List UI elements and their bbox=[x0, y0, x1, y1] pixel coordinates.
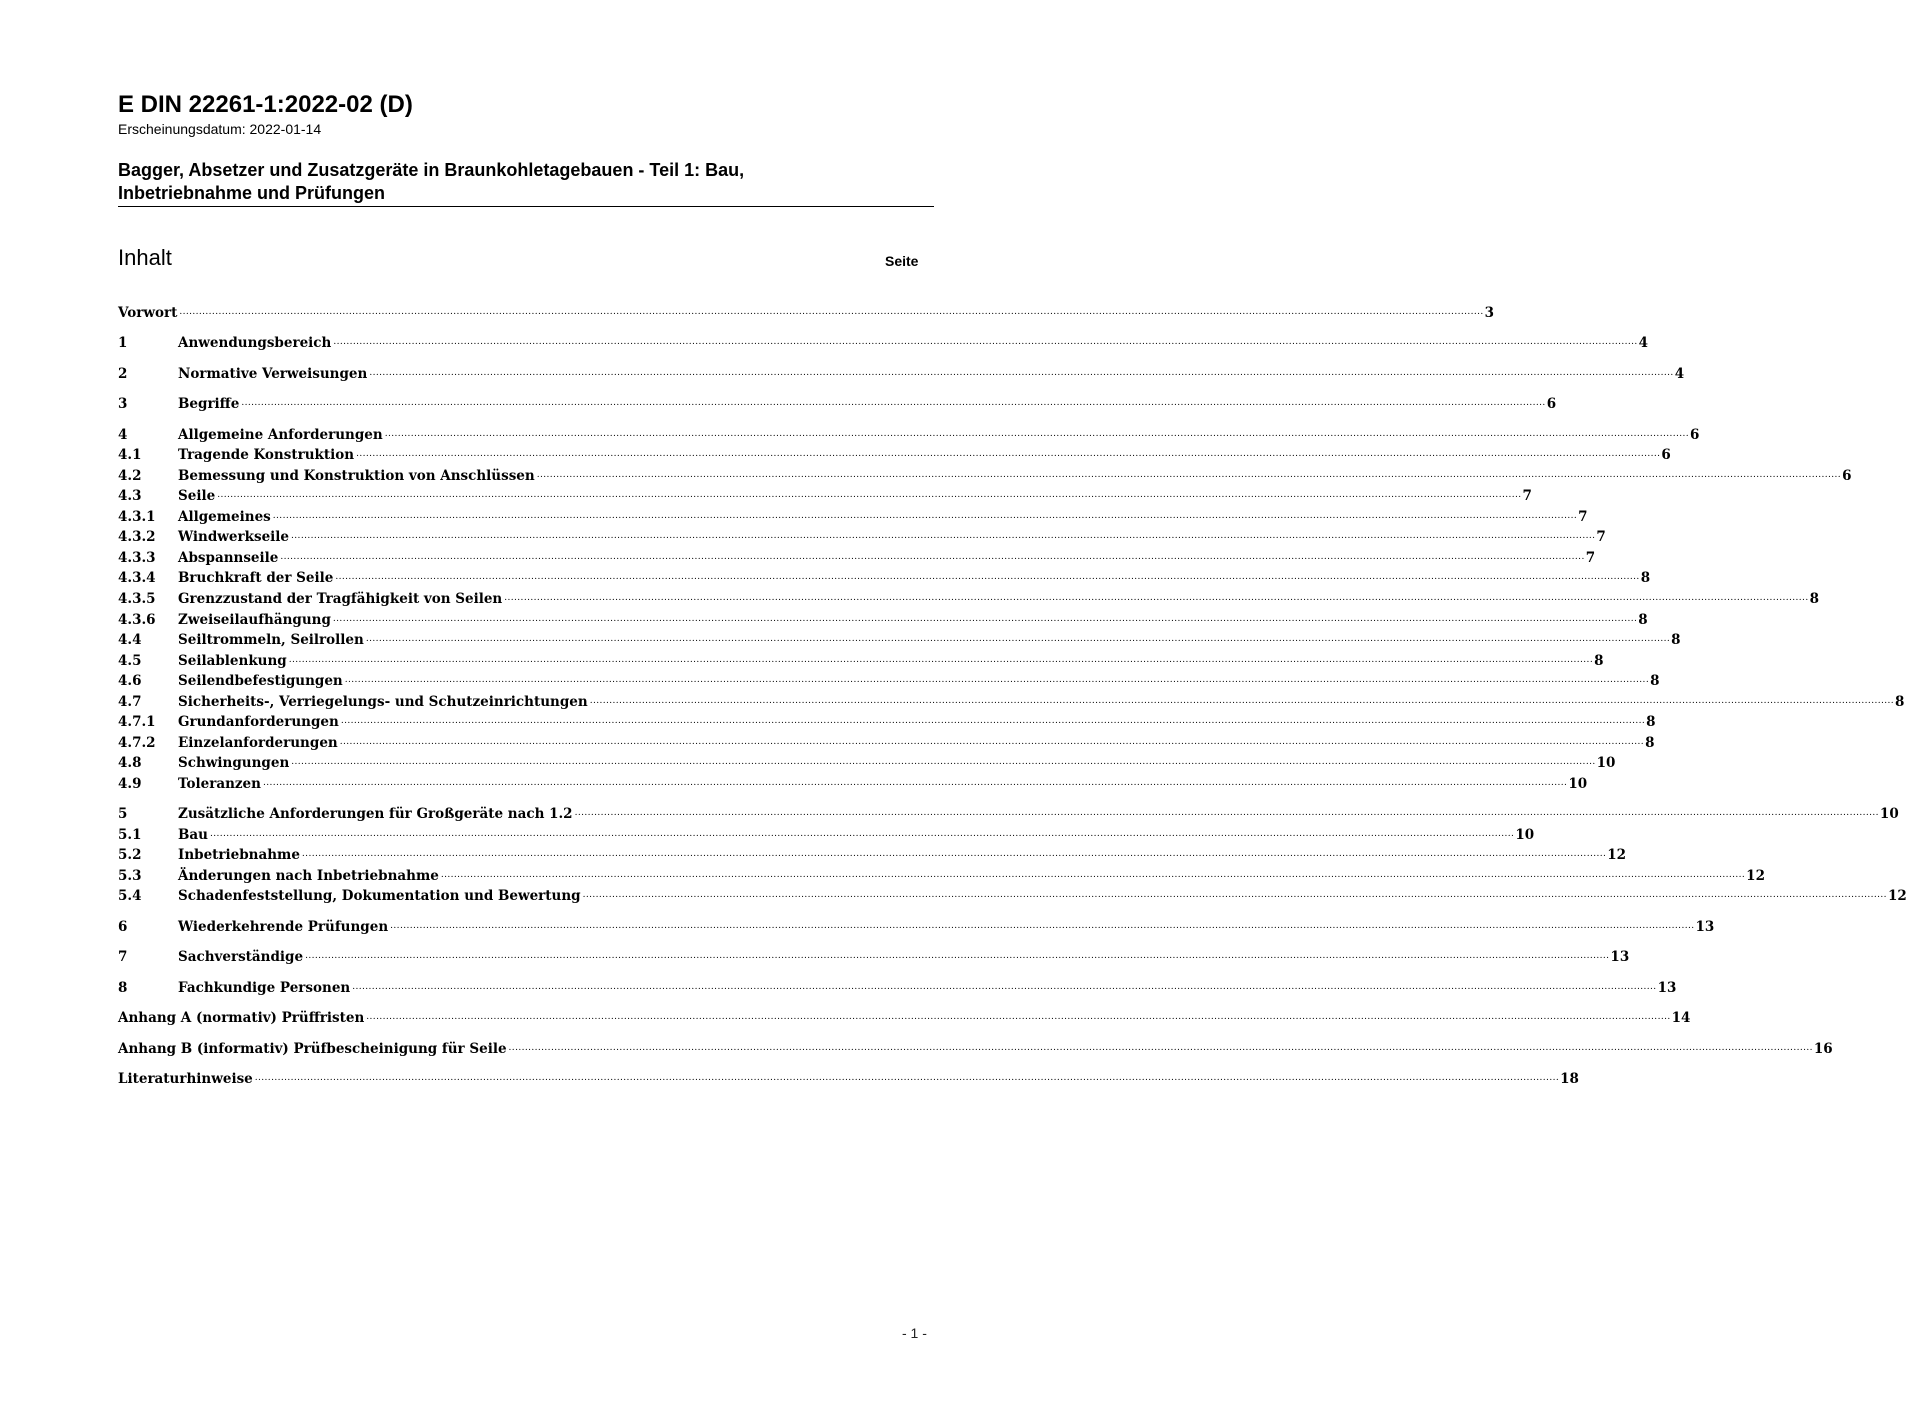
toc-entry[interactable] bbox=[118, 803, 1899, 823]
toc-entry-title: Seilendbefestigungen bbox=[178, 673, 343, 689]
toc-entry-page: 8 bbox=[1646, 714, 1656, 730]
toc-entry-title: Anwendungsbereich bbox=[178, 335, 332, 351]
toc-dot-leader: ................................................................................................................................................................................................................................................................................................................................................................................................................ bbox=[291, 531, 1596, 541]
toc-entry-number: 4.3.1 bbox=[118, 509, 156, 525]
toc-entry-title: Vorwort bbox=[118, 305, 178, 321]
toc-entry[interactable] bbox=[118, 732, 1655, 752]
toc-entry[interactable] bbox=[118, 650, 1604, 670]
toc-entry[interactable] bbox=[118, 363, 1685, 383]
toc-entry-number: 4.6 bbox=[118, 673, 142, 689]
toc-entry-page: 4 bbox=[1638, 335, 1649, 351]
toc-entry-title: Windwerkseile bbox=[178, 529, 290, 545]
toc-entry-page: 8 bbox=[1640, 570, 1651, 586]
contents-heading: Inhalt bbox=[118, 245, 172, 270]
page-number: - 1 - bbox=[902, 1325, 927, 1341]
toc-entry-page: 8 bbox=[1671, 632, 1681, 648]
toc-entry-title: Seiltrommeln, Seilrollen bbox=[178, 632, 364, 648]
toc-entry-number: 5.3 bbox=[118, 868, 142, 884]
toc-dot-leader: ................................................................................................................................................................................................................................................................................................................................................................................................................ bbox=[280, 552, 1585, 562]
toc-entry-page: 14 bbox=[1671, 1010, 1691, 1026]
toc-dot-leader: ................................................................................................................................................................................................................................................................................................................................................................................................................ bbox=[356, 449, 1661, 459]
toc-entry-title: Wiederkehrende Prüfungen bbox=[178, 919, 389, 935]
toc-entry[interactable] bbox=[118, 691, 1905, 711]
toc-entry-number: 4.3.6 bbox=[118, 612, 156, 628]
toc-entry[interactable] bbox=[118, 547, 1596, 567]
toc-dot-leader: ................................................................................................................................................................................................................................................................................................................................................................................................................ bbox=[504, 593, 1809, 603]
toc-entry-title: Toleranzen bbox=[178, 776, 261, 792]
toc-entry-page: 10 bbox=[1515, 827, 1535, 843]
toc-entry-title: Literaturhinweise bbox=[118, 1071, 253, 1087]
toc-dot-leader: ................................................................................................................................................................................................................................................................................................................................................................................................................ bbox=[332, 614, 1638, 624]
toc-entry-number: 1 bbox=[118, 335, 128, 351]
toc-entry[interactable] bbox=[118, 424, 1700, 444]
toc-entry[interactable] bbox=[118, 302, 1495, 322]
toc-entry-title: Schwingungen bbox=[178, 755, 290, 771]
toc-entry-title: Seile bbox=[178, 488, 216, 504]
toc-dot-leader: ................................................................................................................................................................................................................................................................................................................................................................................................................ bbox=[305, 951, 1610, 961]
toc-dot-leader: ................................................................................................................................................................................................................................................................................................................................................................................................................ bbox=[301, 849, 1607, 859]
toc-entry[interactable] bbox=[118, 609, 1648, 629]
toc-entry[interactable] bbox=[118, 752, 1616, 772]
toc-dot-leader: ................................................................................................................................................................................................................................................................................................................................................................................................................ bbox=[340, 716, 1646, 726]
toc-entry-title: Sachverständige bbox=[178, 949, 304, 965]
toc-entry-title: Fachkundige Personen bbox=[178, 980, 351, 996]
toc-entry-page: 7 bbox=[1578, 509, 1588, 525]
toc-entry-page: 8 bbox=[1809, 591, 1819, 607]
toc-entry-title: Abspannseile bbox=[178, 550, 279, 566]
toc-entry-page: 10 bbox=[1568, 776, 1588, 792]
toc-entry-page: 12 bbox=[1607, 847, 1627, 863]
toc-entry-page: 13 bbox=[1610, 949, 1630, 965]
toc-entry-title: Tragende Konstruktion bbox=[178, 447, 355, 463]
toc-entry[interactable] bbox=[118, 844, 1627, 864]
toc-entry-page: 10 bbox=[1879, 806, 1899, 822]
document-number: E DIN 22261-1:2022-02 (D) bbox=[118, 91, 413, 118]
toc-dot-leader: ................................................................................................................................................................................................................................................................................................................................................................................................................ bbox=[536, 470, 1842, 480]
toc-entry-page: 10 bbox=[1596, 755, 1616, 771]
toc-entry-title: Anhang A (normativ) Prüffristen bbox=[118, 1010, 365, 1026]
toc-entry-title: Inbetriebnahme bbox=[178, 847, 300, 863]
toc-entry[interactable] bbox=[118, 567, 1651, 587]
toc-dot-leader: ................................................................................................................................................................................................................................................................................................................................................................................................................ bbox=[582, 890, 1887, 900]
toc-entry[interactable] bbox=[118, 485, 1532, 505]
toc-entry-page: 7 bbox=[1522, 488, 1532, 504]
toc-entry-title: Allgemeines bbox=[178, 509, 271, 525]
toc-entry-number: 7 bbox=[118, 949, 128, 965]
toc-entry-number: 4.3.5 bbox=[118, 591, 156, 607]
toc-entry-number: 4.5 bbox=[118, 653, 142, 669]
toc-dot-leader: ................................................................................................................................................................................................................................................................................................................................................................................................................ bbox=[179, 307, 1484, 317]
toc-entry-title: Zweiseilaufhängung bbox=[178, 612, 331, 628]
toc-entry-page: 8 bbox=[1594, 653, 1604, 669]
toc-entry[interactable] bbox=[118, 711, 1656, 731]
toc-entry-title: Grundanforderungen bbox=[178, 714, 339, 730]
toc-entry[interactable] bbox=[118, 526, 1606, 546]
toc-entry-number: 4.4 bbox=[118, 632, 142, 648]
toc-entry-page: 13 bbox=[1657, 980, 1677, 996]
toc-entry-page: 8 bbox=[1650, 673, 1660, 689]
toc-entry-number: 4.3 bbox=[118, 488, 142, 504]
toc-entry-number: 3 bbox=[118, 396, 128, 412]
toc-entry-page: 6 bbox=[1546, 396, 1557, 412]
toc-entry[interactable] bbox=[118, 629, 1681, 649]
toc-entry-page: 6 bbox=[1842, 468, 1852, 484]
toc-entry-page: 4 bbox=[1674, 366, 1685, 382]
toc-entry-number: 4.7 bbox=[118, 694, 142, 710]
toc-entry-title: Änderungen nach Inbetriebnahme bbox=[178, 868, 439, 884]
toc-entry-title: Allgemeine Anforderungen bbox=[178, 427, 383, 443]
toc-dot-leader: ................................................................................................................................................................................................................................................................................................................................................................................................................ bbox=[291, 757, 1596, 767]
toc-dot-leader: ................................................................................................................................................................................................................................................................................................................................................................................................................ bbox=[508, 1043, 1813, 1053]
toc-entry[interactable] bbox=[118, 885, 1907, 905]
toc-entry-title: Bruchkraft der Seile bbox=[178, 570, 334, 586]
toc-entry-title: Begriffe bbox=[178, 396, 240, 412]
toc-dot-leader: ................................................................................................................................................................................................................................................................................................................................................................................................................ bbox=[352, 982, 1657, 992]
toc-entry-number: 4.3.3 bbox=[118, 550, 156, 566]
toc-entry-number: 5 bbox=[118, 806, 128, 822]
publication-date: Erscheinungsdatum: 2022-01-14 bbox=[118, 121, 322, 137]
toc-dot-leader: ................................................................................................................................................................................................................................................................................................................................................................................................................ bbox=[365, 634, 1671, 644]
toc-entry[interactable] bbox=[118, 916, 1715, 936]
toc-entry-page: 8 bbox=[1638, 612, 1648, 628]
toc-entry-title: Zusätzliche Anforderungen für Großgeräte nach 1.2 bbox=[178, 806, 573, 822]
toc-entry-title: Anhang B (informativ) Prüfbescheinigung für Seile bbox=[118, 1041, 507, 1057]
toc-dot-leader: ................................................................................................................................................................................................................................................................................................................................................................................................................ bbox=[288, 655, 1594, 665]
toc-entry[interactable] bbox=[118, 1007, 1691, 1027]
toc-dot-leader: ................................................................................................................................................................................................................................................................................................................................................................................................................ bbox=[254, 1073, 1560, 1083]
toc-entry[interactable] bbox=[118, 824, 1535, 844]
table-of-contents bbox=[118, 0, 1907, 1403]
toc-entry-page: 7 bbox=[1585, 550, 1596, 566]
toc-dot-leader: ................................................................................................................................................................................................................................................................................................................................................................................................................ bbox=[209, 829, 1515, 839]
toc-entry-number: 4.7.2 bbox=[118, 735, 156, 751]
toc-entry-page: 6 bbox=[1661, 447, 1671, 463]
toc-entry-page: 13 bbox=[1695, 919, 1715, 935]
toc-entry[interactable] bbox=[118, 977, 1677, 997]
toc-entry-number: 2 bbox=[118, 366, 128, 382]
toc-entry-page: 8 bbox=[1645, 735, 1655, 751]
toc-dot-leader: ................................................................................................................................................................................................................................................................................................................................................................................................................ bbox=[272, 511, 1578, 521]
toc-entry-page: 18 bbox=[1560, 1071, 1579, 1087]
toc-dot-leader: ................................................................................................................................................................................................................................................................................................................................................................................................................ bbox=[344, 675, 1650, 685]
toc-dot-leader: ................................................................................................................................................................................................................................................................................................................................................................................................................ bbox=[440, 870, 1746, 880]
toc-entry-page: 16 bbox=[1813, 1041, 1833, 1057]
toc-dot-leader: ................................................................................................................................................................................................................................................................................................................................................................................................................ bbox=[369, 368, 1674, 378]
toc-entry[interactable] bbox=[118, 865, 1765, 885]
document-title-line-1: Bagger, Absetzer und Zusatzgeräte in Braunkohletagebauen - Teil 1: Bau, bbox=[118, 160, 745, 180]
toc-entry-number: 4 bbox=[118, 427, 128, 443]
toc-entry-title: Grenzzustand der Tragfähigkeit von Seilen bbox=[178, 591, 503, 607]
toc-entry-number: 4.3.2 bbox=[118, 529, 156, 545]
toc-dot-leader: ................................................................................................................................................................................................................................................................................................................................................................................................................ bbox=[366, 1012, 1671, 1022]
toc-dot-leader: ................................................................................................................................................................................................................................................................................................................................................................................................................ bbox=[574, 808, 1879, 818]
toc-entry-number: 4.1 bbox=[118, 447, 142, 463]
toc-entry-number: 4.3.4 bbox=[118, 570, 156, 586]
toc-dot-leader: ................................................................................................................................................................................................................................................................................................................................................................................................................ bbox=[217, 490, 1522, 500]
toc-entry[interactable] bbox=[118, 393, 1557, 413]
toc-entry-number: 6 bbox=[118, 919, 128, 935]
toc-entry-title: Einzelanforderungen bbox=[178, 735, 338, 751]
toc-dot-leader: ................................................................................................................................................................................................................................................................................................................................................................................................................ bbox=[335, 572, 1640, 582]
toc-entry[interactable] bbox=[118, 1068, 1579, 1088]
toc-dot-leader: ................................................................................................................................................................................................................................................................................................................................................................................................................ bbox=[262, 778, 1568, 788]
toc-entry-title: Sicherheits-, Verriegelungs- und Schutzeinrichtungen bbox=[178, 694, 588, 710]
toc-entry[interactable] bbox=[118, 465, 1852, 485]
toc-entry[interactable] bbox=[118, 444, 1671, 464]
toc-entry[interactable] bbox=[118, 506, 1588, 526]
toc-entry[interactable] bbox=[118, 1038, 1833, 1058]
toc-entry[interactable] bbox=[118, 332, 1649, 352]
toc-entry-page: 7 bbox=[1596, 529, 1606, 545]
page-column-label: Seite bbox=[885, 253, 919, 269]
toc-dot-leader: ................................................................................................................................................................................................................................................................................................................................................................................................................ bbox=[241, 398, 1546, 408]
toc-entry-number: 4.2 bbox=[118, 468, 142, 484]
toc-dot-leader: ................................................................................................................................................................................................................................................................................................................................................................................................................ bbox=[339, 737, 1645, 747]
toc-entry-page: 12 bbox=[1746, 868, 1765, 884]
toc-entry-title: Seilablenkung bbox=[178, 653, 287, 669]
toc-entry[interactable] bbox=[118, 670, 1660, 690]
toc-entry-page: 6 bbox=[1690, 427, 1700, 443]
toc-dot-leader: ................................................................................................................................................................................................................................................................................................................................................................................................................ bbox=[589, 696, 1895, 706]
toc-entry-title: Schadenfeststellung, Dokumentation und Bewertung bbox=[178, 888, 581, 904]
toc-entry-number: 4.9 bbox=[118, 776, 142, 792]
toc-entry-page: 8 bbox=[1895, 694, 1905, 710]
document-title-line-2: Inbetriebnahme und Prüfungen bbox=[118, 183, 386, 203]
toc-entry[interactable] bbox=[118, 946, 1630, 966]
toc-entry-title: Bemessung und Konstruktion von Anschlüssen bbox=[178, 468, 535, 484]
toc-entry-number: 5.1 bbox=[118, 827, 142, 843]
toc-entry-title: Bau bbox=[178, 827, 208, 843]
toc-entry[interactable] bbox=[118, 588, 1819, 608]
toc-entry-number: 4.7.1 bbox=[118, 714, 156, 730]
toc-entry-page: 3 bbox=[1484, 305, 1495, 321]
toc-dot-leader: ................................................................................................................................................................................................................................................................................................................................................................................................................ bbox=[333, 337, 1638, 347]
toc-entry-title: Normative Verweisungen bbox=[178, 366, 368, 382]
toc-entry-number: 5.2 bbox=[118, 847, 142, 863]
toc-entry-page: 12 bbox=[1887, 888, 1907, 904]
toc-dot-leader: ................................................................................................................................................................................................................................................................................................................................................................................................................ bbox=[390, 921, 1695, 931]
toc-entry-number: 8 bbox=[118, 980, 128, 996]
toc-entry-number: 4.8 bbox=[118, 755, 142, 771]
toc-entry-number: 5.4 bbox=[118, 888, 142, 904]
toc-entry[interactable] bbox=[118, 773, 1588, 793]
toc-dot-leader: ................................................................................................................................................................................................................................................................................................................................................................................................................ bbox=[384, 429, 1690, 439]
